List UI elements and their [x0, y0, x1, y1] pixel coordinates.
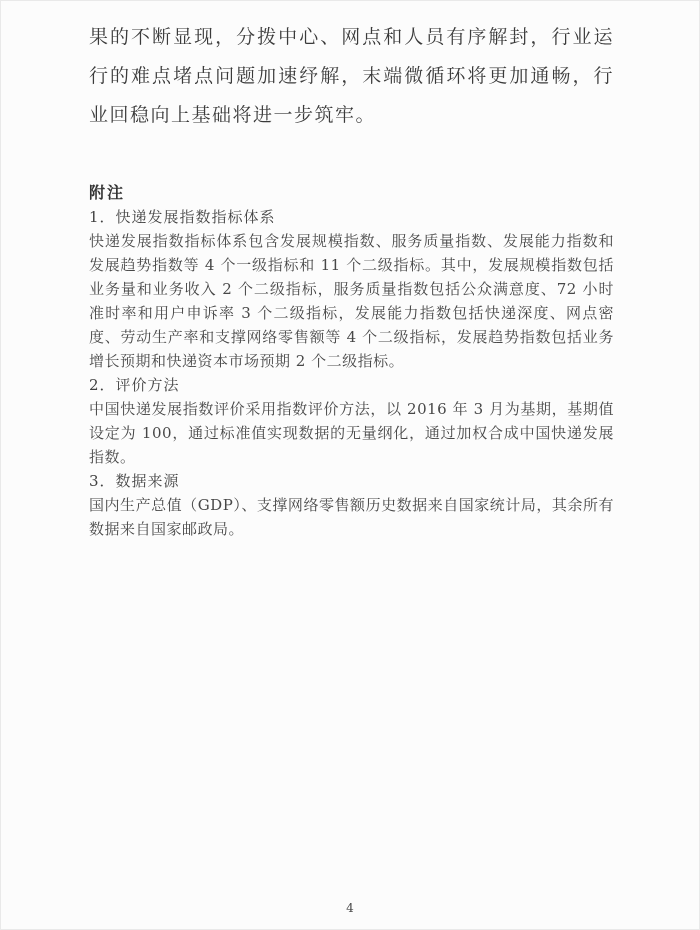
note-3-body: 国内生产总值（GDP）、支撑网络零售额历史数据来自国家统计局，其余所有数据来自国家邮政局。	[89, 496, 614, 538]
note-1-title: 1．快递发展指数指标体系	[89, 208, 276, 226]
note-1-body: 快递发展指数指标体系包含发展规模指数、服务质量指数、发展能力指数和发展趋势指数等 4 个一级指标和 11 个二级指标。其中，发展规模指数包括业务量和业务收入 2 个二级指标，服务质量指数包括公众满意度、72 小时准时率和用户申诉率 3 个二级指标，发展能力指数包括快递深度、网点密度、劳动生产率和支撑网络零售额等 4 个二级指标，发展趋势指数包括业务增长预期和快递资本市场预期 2 个二级指标。	[89, 232, 614, 370]
note-3-title: 3．数据来源	[89, 472, 180, 490]
note-2-body: 中国快递发展指数评价采用指数评价方法，以 2016 年 3 月为基期，基期值设定为 100，通过标准值实现数据的无量纲化，通过加权合成中国快递发展指数。	[89, 400, 614, 466]
note-2-title: 2．评价方法	[89, 376, 180, 394]
closing-paragraph: 果的不断显现，分拨中心、网点和人员有序解封，行业运行的难点堵点问题加速纾解，末端微循环将更加通畅，行业回稳向上基础将进一步筑牢。	[89, 26, 614, 126]
page-number: 4	[346, 901, 354, 915]
note-item-1	[89, 205, 614, 373]
note-item-2	[89, 373, 614, 469]
note-item-3	[89, 469, 614, 541]
notes-heading: 附注	[89, 183, 126, 202]
